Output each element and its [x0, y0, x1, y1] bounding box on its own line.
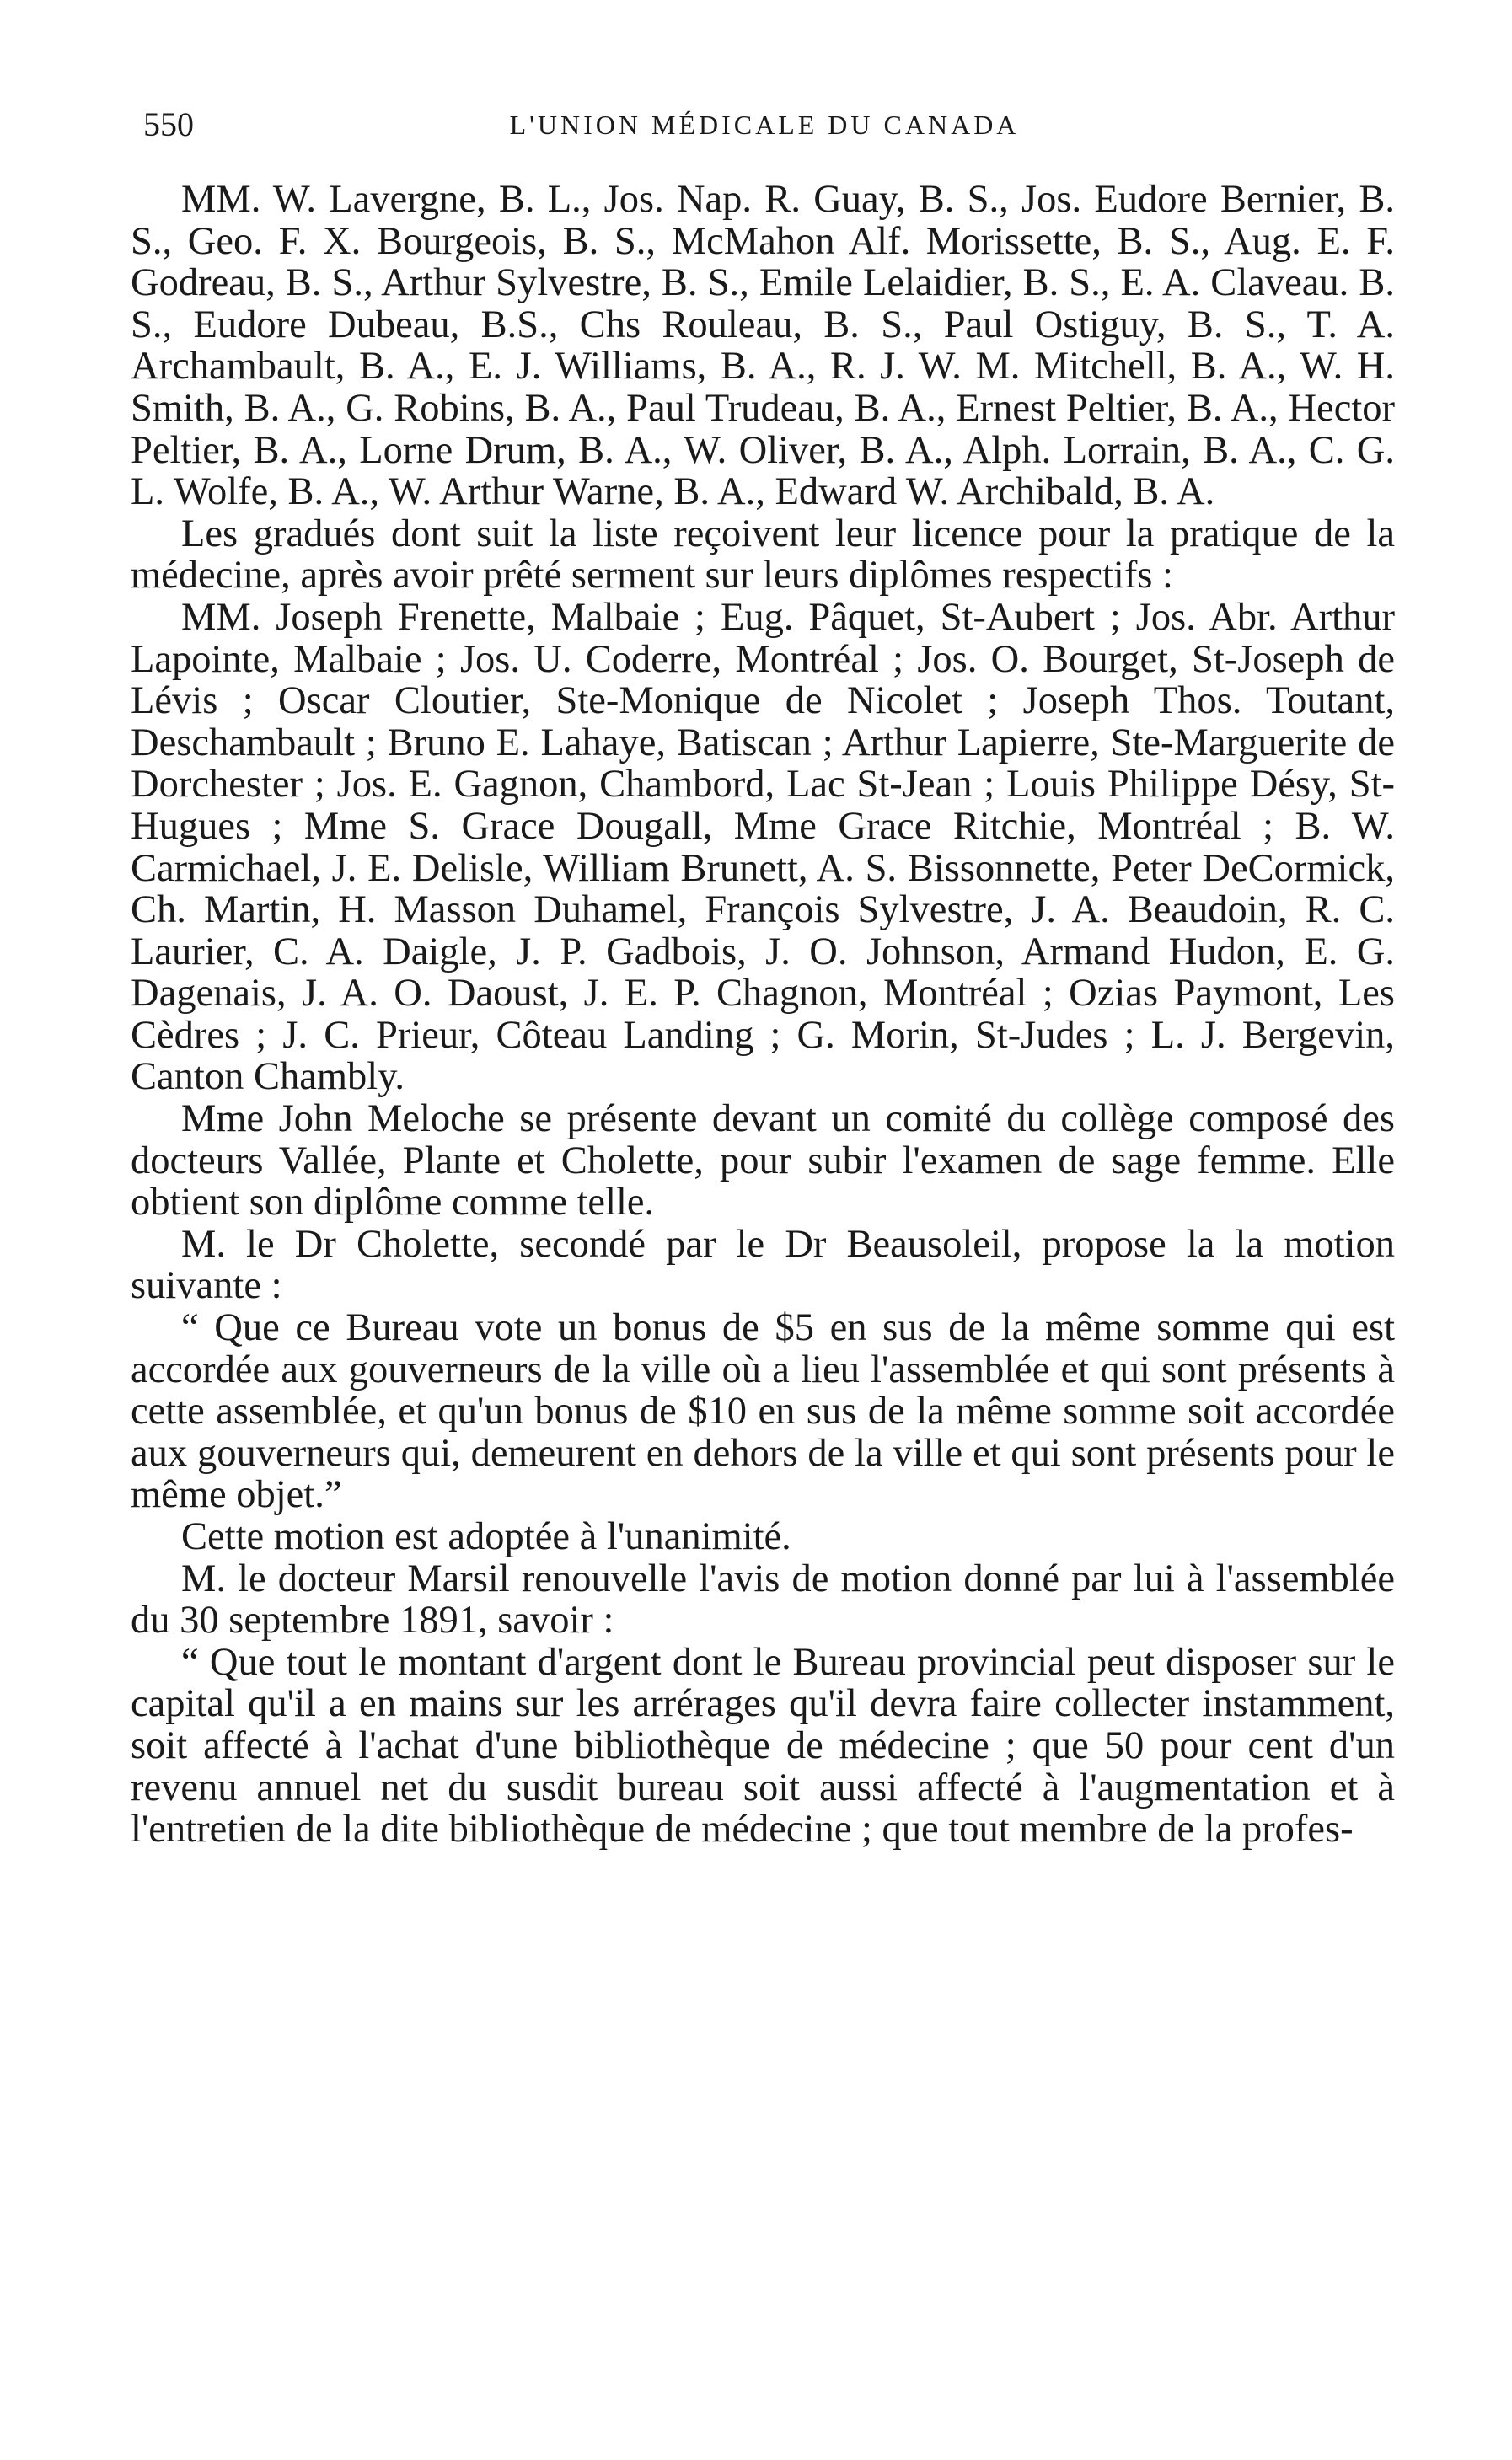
- page-number: 550: [143, 105, 194, 143]
- paragraph-graduates-list: MM. W. Lavergne, B. L., Jos. Nap. R. Guay, B. S., Jos. Eudore Bernier, B. S., Geo. F. X. Bourgeois, B. S., McMahon Alf. Morissette, B. S., Aug. E. F. Godreau, B. S., Arthur Sylvestre, B. S., Emile Lelaidier, B. S., E. A. Claveau. B. S., Eudore Dubeau, B.S., Chs Rouleau, B. S., Paul Ostiguy, B. S., T. A. Archambault, B. A., E. J. Williams, B. A., R. J. W. M. Mitchell, B. A., W. H. Smith, B. A., G. Robins, B. A., Paul Trudeau, B. A., Ernest Peltier, B. A., Hector Peltier, B. A., Lorne Drum, B. A., W. Oliver, B. A., Alph. Lorrain, B. A., C. G. L. Wolfe, B. A., W. Arthur Warne, B. A., Edward W. Archibald, B. A.: [131, 178, 1395, 514]
- paragraph-motion-text: “ Que ce Bureau vote un bonus de $5 en sus de la même somme qui est accordée aux gouverneurs de la ville où a lieu l'assemblée et qui sont présents à cette assemblée, et qu'un bonus de $10 en sus de la même somme soit accordée aux gouverneurs qui, demeurent en dehors de la ville et qui sont présents pour le même objet.”: [131, 1306, 1395, 1517]
- paragraph-library-motion: “ Que tout le montant d'argent dont le Bureau provincial peut disposer sur le capital qu'il a en mains sur les arrérages qu'il devra faire collecter instamment, soit affecté à l'achat d'une bibliothèque de médecine ; que 50 pour cent d'un revenu annuel net du susdit bureau soit aussi affecté à l'augmentation et à l'entretien de la dite bibliothèque de médecine ; que tout membre de la profes-: [131, 1640, 1395, 1852]
- paragraph-licensed-list: MM. Joseph Frenette, Malbaie ; Eug. Pâquet, St-Aubert ; Jos. Abr. Arthur Lapointe, Malbaie ; Jos. U. Coderre, Montréal ; Jos. O. Bourget, St-Joseph de Lévis ; Oscar Cloutier, Ste-Monique de Nicolet ; Joseph Thos. Toutant, Deschambault ; Bruno E. Lahaye, Batiscan ; Arthur Lapierre, Ste-Marguerite de Dorchester ; Jos. E. Gagnon, Chambord, Lac St-Jean ; Louis Philippe Désy, St-Hugues ; Mme S. Grace Dougall, Mme Grace Ritchie, Montréal ; B. W. Carmichael, J. E. Delisle, William Brunett, A. S. Bissonnette, Peter DeCormick, Ch. Martin, H. Masson Duhamel, François Sylvestre, J. A. Beaudoin, R. C. Laurier, C. A. Daigle, J. P. Gadbois, J. O. Johnson, Armand Hudon, E. G. Dagenais, J. A. O. Daoust, J. E. P. Chagnon, Montréal ; Ozias Paymont, Les Cèdres ; J. C. Prieur, Côteau Landing ; G. Morin, St-Judes ; L. J. Bergevin, Canton Chambly.: [131, 595, 1395, 1099]
- paragraph-motion-intro: M. le Dr Cholette, secondé par le Dr Beausoleil, propose la la motion suivante :: [131, 1222, 1395, 1308]
- paragraph-midwife-exam: Mme John Meloche se présente devant un comité du collège composé des docteurs Vallée, Plante et Cholette, pour subir l'examen de sage femme. Elle obtient son diplôme comme telle.: [131, 1097, 1395, 1225]
- paragraph-motion-adopted: Cette motion est adoptée à l'unanimité.: [181, 1515, 791, 1558]
- paragraph-notice-of-motion: M. le docteur Marsil renouvelle l'avis de motion donné par lui à l'assemblée du 30 septembre 1891, savoir :: [131, 1557, 1395, 1643]
- page-body: [131, 179, 1395, 1851]
- running-title: L'UNION MÉDICALE DU CANADA: [509, 110, 1020, 140]
- paragraph-licence-intro: Les gradués dont suit la liste reçoivent leur licence pour la pratique de la médecine, après avoir prêté serment sur leurs diplômes respectifs :: [131, 512, 1395, 598]
- page-header: [143, 99, 1386, 150]
